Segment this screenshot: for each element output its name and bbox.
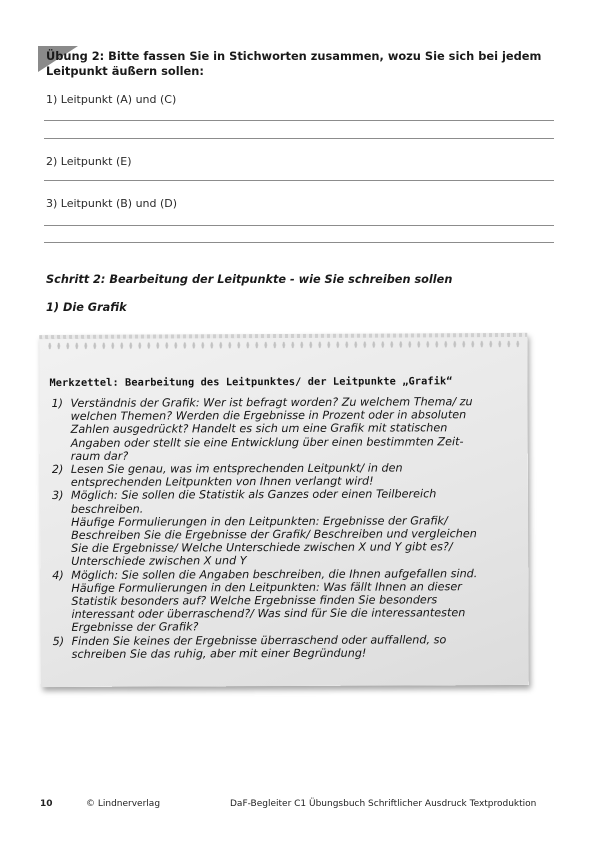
memo-item-line: Häufige Formulierungen in den Leitpunkten: Was fällt Ihnen an dieser: [71, 580, 462, 595]
memo-item-line: Ergebnisse der Grafik?: [71, 620, 199, 635]
memo-item-line: raum dar?: [70, 449, 129, 463]
memo-item-line: Zahlen ausgedrückt? Handelt es sich um eine Grafik mit statischen: [70, 421, 448, 437]
memo-item: [53, 633, 523, 661]
memo-item-line: Sie die Ergebnisse/ Welche Unterschiede zwischen X und Y gibt es?/: [71, 540, 453, 556]
memo-item-line: Lesen Sie genau, was im entsprechenden Leitpunkt/ in den: [70, 461, 403, 476]
prompt-3: 3) Leitpunkt (B) und (D): [46, 197, 178, 210]
memo-item-line: beschreiben.: [70, 502, 144, 516]
step-heading: Schritt 2: Bearbeitung der Leitpunkte - wie Sie schreiben sollen: [46, 273, 453, 286]
memo-item-line: schreiben Sie das ruhig, aber mit einer Begründung!: [71, 646, 367, 661]
memo-item: [52, 487, 522, 568]
memo-item-line: Häufige Formulierungen in den Leitpunkten: Ergebnisse der Grafik/: [71, 514, 448, 529]
answer-line[interactable]: [44, 138, 554, 139]
answer-line[interactable]: [44, 242, 554, 243]
exercise-title: Übung 2: Bitte fassen Sie in Stichworten zusammen, wozu Sie sich bei jedem Leitpunkt äußern sollen:: [46, 49, 542, 78]
memo-item-line: entsprechenden Leitpunkten von Ihnen verlangt wird!: [70, 474, 374, 490]
memo-card: [39, 333, 529, 687]
memo-item-line: Möglich: Sie sollen die Statistik als Ganzes oder einen Teilbereich: [70, 487, 437, 503]
memo-item-line: welchen Themen? Werden die Ergebnisse in Prozent oder in absoluten: [70, 408, 467, 424]
memo-item-line: Angaben oder stellt sie eine Entwicklung über einen bestimmten Zeit-: [70, 434, 464, 450]
memo-item-line: interessant oder überraschend?/ Was sind für Sie die interessantesten: [71, 606, 466, 622]
publisher: © Lindnerverlag: [86, 799, 161, 809]
answer-line[interactable]: [44, 180, 554, 181]
memo-item: [52, 567, 522, 635]
memo-item-line: Beschreiben Sie die Ergebnisse der Grafik/ Beschreiben und vergleichen: [71, 527, 477, 542]
page-number: 10: [40, 799, 53, 809]
memo-item-line: Verständnis der Grafik: Wer ist befragt worden? Zu welchem Thema/ zu: [70, 395, 473, 410]
memo-item-number: 5): [52, 634, 65, 648]
memo-item: [52, 461, 522, 489]
memo-perforation: [45, 337, 521, 353]
memo-item-number: 1): [51, 396, 64, 411]
memo-item-line: Möglich: Sie sollen die Angaben beschreiben, die Ihnen aufgefallen sind.: [71, 566, 478, 582]
memo-item: [52, 395, 522, 463]
book-title: DaF-Begleiter C1 Übungsbuch Schriftlicher Ausdruck Textproduktion: [230, 799, 537, 809]
memo-item-line: Statistik besonders auf? Welche Ergebnisse finden Sie besonders: [71, 593, 438, 608]
memo-item-number: 3): [51, 489, 64, 503]
answer-line[interactable]: [44, 120, 554, 121]
prompt-1: 1) Leitpunkt (A) und (C): [46, 93, 177, 106]
memo-list: [52, 395, 523, 661]
memo-item-line: Unterschiede zwischen X und Y: [71, 554, 247, 569]
step-subheading: 1) Die Grafik: [46, 301, 127, 314]
memo-item-number: 2): [51, 462, 64, 477]
memo-item-line: Finden Sie keines der Ergebnisse überraschend oder auffallend, so: [71, 632, 447, 648]
memo-title: Merkzettel: Bearbeitung des Leitpunktes/ der Leitpunkte „Grafik“: [49, 375, 453, 390]
prompt-2: 2) Leitpunkt (E): [46, 155, 132, 168]
answer-line[interactable]: [44, 225, 554, 226]
memo-item-number: 4): [52, 568, 64, 582]
